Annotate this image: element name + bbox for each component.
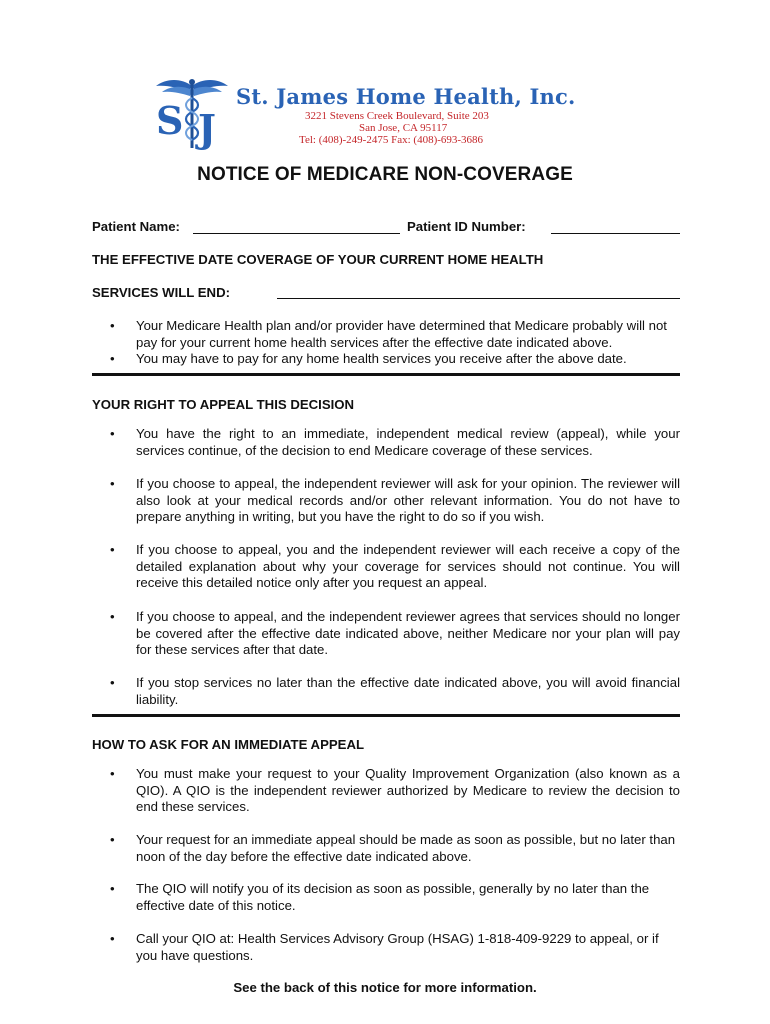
services-end-label: SERVICES WILL END: [92, 285, 230, 300]
patient-name-label: Patient Name: [92, 219, 180, 234]
list-item-text: The QIO will notify you of its decision as soon as possible, generally by no later than the effective date of this notice. [136, 881, 650, 913]
page-title: NOTICE OF MEDICARE NON-COVERAGE [197, 164, 573, 185]
bullet-icon: • [110, 881, 115, 896]
list-item-text: Your request for an immediate appeal should be made as soon as possible, but no later than noon of the day before the effective date indicated above. [136, 832, 676, 864]
list-item [110, 832, 680, 865]
list-item-text: You have the right to an immediate, independent medical review (appeal), while your services continue, of the decision to end Medicare coverage of these services. [136, 426, 680, 458]
section-divider [92, 714, 680, 717]
bullet-icon: • [110, 675, 115, 690]
bullet-icon: • [110, 318, 115, 333]
list-item-text: If you choose to appeal, you and the independent reviewer will each receive a copy of the detailed explanation about why your coverage for services should not continue. You will receive this detailed notice only after you request an appeal. [136, 542, 680, 590]
how-section-heading: HOW TO ASK FOR AN IMMEDIATE APPEAL [92, 737, 365, 752]
svg-text:S: S [156, 98, 184, 143]
bullet-icon: • [110, 542, 115, 557]
patient-id-field[interactable] [551, 233, 680, 234]
list-item [110, 766, 680, 816]
list-item [110, 675, 680, 708]
patient-name-field[interactable] [193, 233, 400, 234]
list-item-text: You may have to pay for any home health services you receive after the above date. [136, 351, 627, 366]
list-item [110, 476, 680, 526]
address-city: San Jose, CA 95117 [359, 122, 448, 134]
list-item [110, 351, 680, 368]
bullet-icon: • [110, 609, 115, 624]
list-item-text: Your Medicare Health plan and/or provider have determined that Medicare probably will not pay for your current home health services after the effective date indicated above. [136, 318, 667, 350]
address-street: 3221 Stevens Creek Boulevard, Suite 203 [305, 110, 489, 122]
bullet-icon: • [110, 832, 115, 847]
services-end-date-field[interactable] [277, 298, 680, 299]
bullet-icon: • [110, 476, 115, 491]
svg-text:J: J [198, 106, 216, 151]
list-item-text: If you choose to appeal, and the independent reviewer agrees that services should no longer be covered after the effective date indicated above, neither Medicare nor your plan will pay for these services after that date. [136, 609, 680, 657]
list-item [110, 931, 680, 964]
list-item [110, 609, 680, 659]
list-item-text: If you stop services no later than the effective date indicated above, you will avoid financial liability. [136, 675, 680, 707]
list-item [110, 318, 680, 351]
list-item-text: Call your QIO at: Health Services Advisory Group (HSAG) 1-818-409-9229 to appeal, or if you have questions. [136, 931, 659, 963]
list-item-text: If you choose to appeal, the independent reviewer will ask for your opinion. The reviewer will also look at your medical records and/or other relevant information. You do not have to prepare anything in writing, but you have the right to do so if you wish. [136, 476, 680, 524]
list-item-text: You must make your request to your Quality Improvement Organization (also known as a QIO). A QIO is the independent reviewer authorized by Medicare to review the decision to end these services. [136, 766, 680, 814]
appeal-section-heading: YOUR RIGHT TO APPEAL THIS DECISION [92, 397, 355, 412]
list-item [110, 542, 680, 592]
coverage-heading: THE EFFECTIVE DATE COVERAGE OF YOUR CURRENT HOME HEALTH [92, 252, 544, 267]
list-item [110, 881, 680, 914]
list-item [110, 426, 680, 459]
bullet-icon: • [110, 426, 115, 441]
org-name: St. James Home Health, Inc. [236, 84, 576, 109]
section-divider [92, 373, 680, 376]
logo [152, 76, 232, 154]
patient-id-label: Patient ID Number: [407, 219, 526, 234]
bullet-icon: • [110, 351, 115, 366]
bullet-icon: • [110, 931, 115, 946]
footer-note: See the back of this notice for more information. [233, 980, 537, 995]
caduceus-logo-icon [152, 76, 232, 154]
contact-phone-fax: Tel: (408)-249-2475 Fax: (408)-693-3686 [299, 134, 484, 146]
bullet-icon: • [110, 766, 115, 781]
